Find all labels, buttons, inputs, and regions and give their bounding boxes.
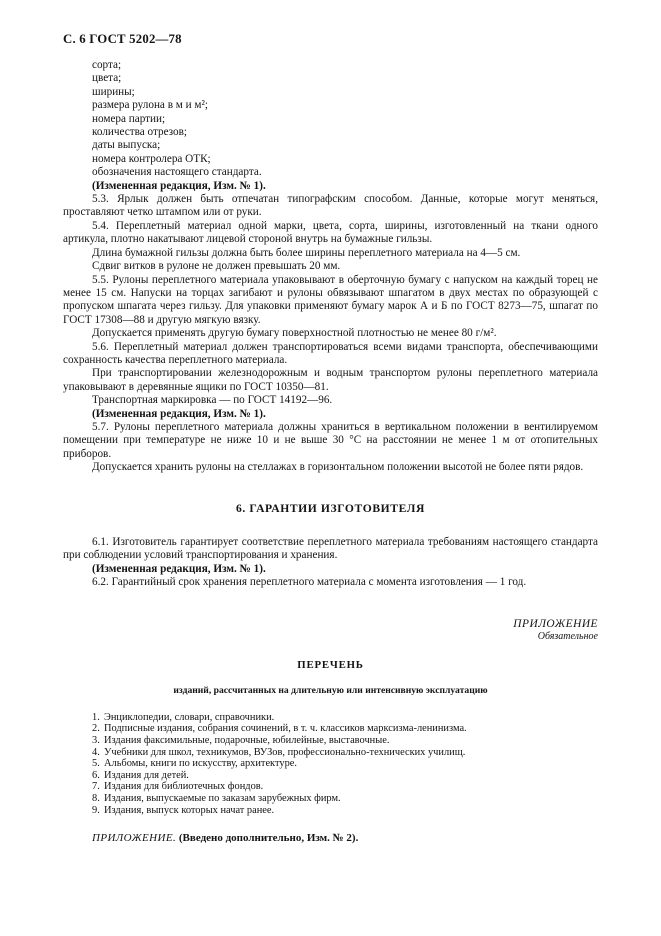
paragraph-5-5: 5.5. Рулоны переплетного материала упаковывают в оберточную бумагу с напуском на каждый торец не менее 15 см. Напуски на торцах загибают и рулоны обвязывают шпагатом в двух местах по образующей с пропуском шпагата через гильзу. Для упаковки применяют бумагу марок А и Б по ГОСТ 8273—75, шпагат по ГОСТ 17308—88 и другую мягкую вязку. <box>63 273 598 326</box>
marking-list-item: ширины; <box>92 85 135 98</box>
paragraph-rack-storage: Допускается хранить рулоны на стеллажах в горизонтальном положении высотой не более пяти рядов. <box>92 461 584 474</box>
appendix-amendment-text: (Введено дополнительно, Изм. № 2). <box>178 832 359 845</box>
appendix-amendment-label: ПРИЛОЖЕНИЕ. <box>92 832 177 845</box>
marking-list-item: даты выпуска; <box>92 139 161 152</box>
paragraph-6-2: 6.2. Гарантийный срок хранения переплетного материала с момента изготовления — 1 год. <box>92 576 527 589</box>
list-item: 4. Учебники для школ, техникумов, ВУЗов, профессионально-технических училищ. <box>92 746 466 758</box>
marking-list-item: сорта; <box>92 59 122 71</box>
section-6-title: 6. ГАРАНТИИ ИЗГОТОВИТЕЛЯ <box>235 501 426 515</box>
paragraph-transport-marking: Транспортная маркировка — по ГОСТ 14192—96. <box>92 394 333 407</box>
amendment-note: (Измененная редакция, Изм. № 1). <box>92 407 266 420</box>
paragraph-5-4: 5.4. Переплетный материал одной марки, цвета, сорта, ширины, изготовленный на ткани одного артикула, плотно накатывают лицевой стороной внутрь на бумажные гильзы. <box>63 219 598 246</box>
list-item: 6. Издания для детей. <box>92 769 189 781</box>
appendix-label: ПРИЛОЖЕНИЕ <box>513 617 598 630</box>
paragraph-5-3: 5.3. Ярлык должен быть отпечатан типографским способом. Данные, которые могут меняться, проставляют четко штампом или от руки. <box>63 193 598 219</box>
appendix-sublabel: Обязательное <box>537 631 598 643</box>
page-header: С. 6 ГОСТ 5202—78 <box>63 32 182 46</box>
list-item: 1. Энциклопедии, словари, справочники. <box>92 711 275 723</box>
appendix-title: ПЕРЕЧЕНЬ <box>297 659 364 672</box>
marking-list-item: количества отрезов; <box>92 126 188 139</box>
marking-list-item: размера рулона в м и м²; <box>92 99 208 112</box>
list-item: 9. Издания, выпуск которых начат ранее. <box>92 804 275 816</box>
amendment-note: (Измененная редакция, Изм. № 1). <box>92 179 266 192</box>
marking-list-item: номера партии; <box>92 112 166 125</box>
paragraph-6-1: 6.1. Изготовитель гарантирует соответствие переплетного материала требованиям настоящего стандарта при соблюдении условий транспортирования и хранения. <box>63 536 598 562</box>
paragraph-rail-transport: При транспортировании железнодорожным и водным транспортом рулоны переплетного материала упаковывают в деревянные ящики по ГОСТ 10350—81. <box>63 367 598 393</box>
marking-list <box>63 59 598 180</box>
paragraph-5-7: 5.7. Рулоны переплетного материала должны храниться в вертикальном положении в вентилируемом помещении при температуре не ниже 10 и не выше 30 °С на расстоянии не менее 1 м от отопительных приборов. <box>63 420 598 460</box>
list-item: 3. Издания факсимильные, подарочные, юбилейные, выставочные. <box>92 735 390 747</box>
paragraph-paper-density: Допускается применять другую бумагу поверхностной плотностью не менее 80 г/м². <box>92 327 497 340</box>
paragraph-sleeve-length: Длина бумажной гильзы должна быть более ширины переплетного материала на 4—5 см. <box>92 246 521 259</box>
paragraph-5-6: 5.6. Переплетный материал должен транспортироваться всеми видами транспорта, обеспечивающими сохранность качества переплетного материала. <box>63 340 598 366</box>
marking-list-item: цвета; <box>92 72 122 85</box>
list-item: 7. Издания для библиотечных фондов. <box>92 781 264 793</box>
appendix-amendment-note <box>63 832 598 845</box>
appendix-subtitle: изданий, рассчитанных на длительную или интенсивную эксплуатацию <box>173 685 488 697</box>
list-item: 5. Альбомы, книги по искусству, архитектуре. <box>92 758 297 770</box>
editions-list <box>63 712 598 816</box>
marking-list-item: обозначения настоящего стандарта. <box>92 166 262 179</box>
paragraph-coil-shift: Сдвиг витков в рулоне не должен превышать 20 мм. <box>92 260 341 273</box>
document-body <box>63 59 598 846</box>
list-item: 8. Издания, выпускаемые по заказам зарубежных фирм. <box>92 793 341 804</box>
amendment-note: (Измененная редакция, Изм. № 1). <box>92 562 266 575</box>
list-item: 2. Подписные издания, собрания сочинений, в т. ч. классиков марксизма-ленинизма. <box>92 723 467 735</box>
marking-list-item: номера контролера ОТК; <box>92 152 211 165</box>
